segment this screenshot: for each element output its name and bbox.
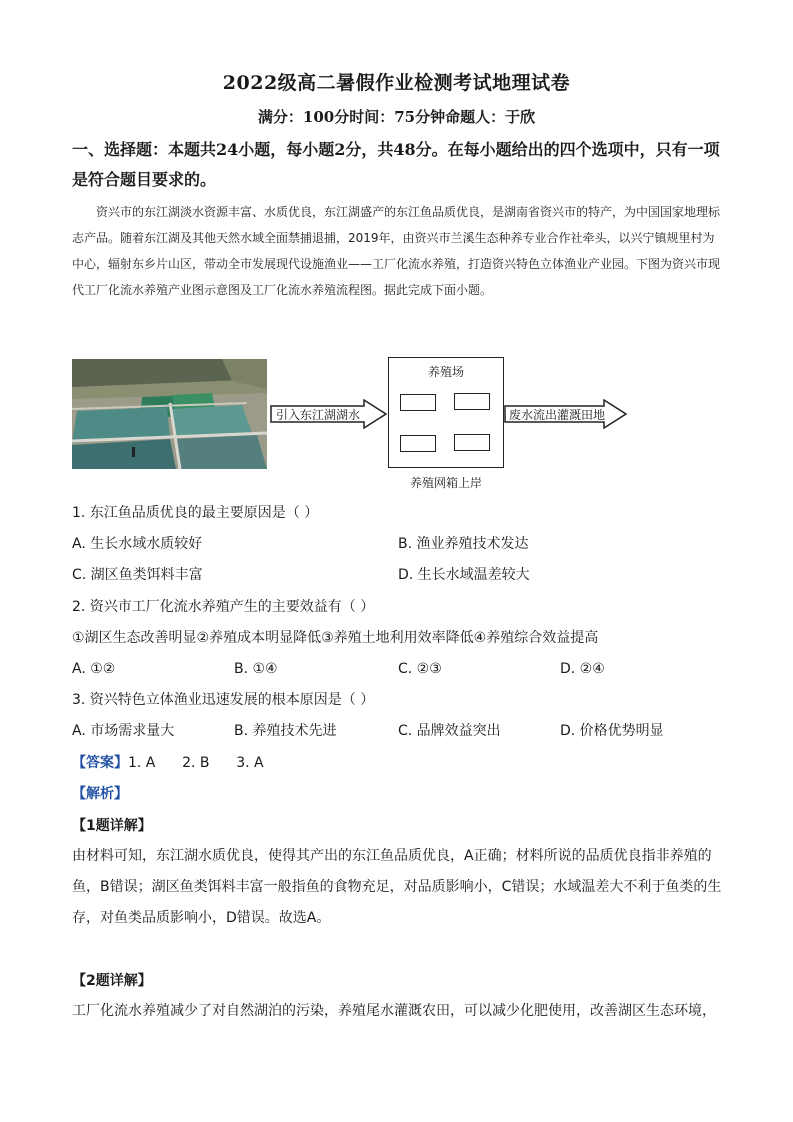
question-1-option-d: D. 生长水域温差较大 (398, 567, 530, 583)
question-2-option-a: A. ①② (72, 661, 116, 677)
question-3-option-b: B. 养殖技术先进 (234, 723, 337, 739)
net-cage (454, 434, 490, 451)
question-2-stem: 2. 资兴市工厂化流水养殖产生的主要效益有（ ） (72, 599, 375, 615)
q2-analysis-text: 工厂化流水养殖减少了对自然湖泊的污染，养殖尾水灌溉农田，可以减少化肥使用，改善湖区生态环境， (72, 1003, 716, 1019)
question-3-option-c: C. 品牌效益突出 (398, 723, 501, 739)
reading-passage: 资兴市的东江湖淡水资源丰富、水质优良，东江湖盛产的东江鱼品质优良，是湖南省资兴市的特产，为中国国家地理标志产品。随着东江湖及其他天然水域全面禁捕退捕，2019年，由资兴市兰溪生态种养专业合作社牵头，以兴宁镇规里村为中心，辐射东乡片山区，带动全市发展现代设施渔业——工厂化流水养殖，打造资兴特色立体渔业产业园。下图为资兴市现代工厂化流水养殖产业图示意图及工厂化流水养殖流程图。据此完成下面小题。 (72, 205, 721, 297)
question-1-option-a: A. 生长水域水质较好 (72, 536, 203, 552)
question-2-option-d: D. ②④ (560, 661, 605, 677)
exam-info: 满分：100分时间：75分钟命题人：于欣 (257, 108, 536, 126)
question-3-option-d: D. 价格优势明显 (560, 723, 664, 739)
question-2-statements: ①湖区生态改善明显②养殖成本明显降低③养殖土地利用效率降低④养殖综合效益提高 (72, 630, 599, 646)
analysis-tag: 【解析】 (72, 786, 128, 802)
q1-analysis-text: 由材料可知，东江湖水质优良，使得其产出的东江鱼品质优良，A正确；材料所说的品质优良指非养殖的鱼，B错误；湖区鱼类饵料丰富一般指鱼的食物充足，对品质影响小，C错误；水域温差大不利于鱼类的生存，对鱼类品质影响小，D错误。故选A。 (72, 848, 722, 926)
farm-box (388, 357, 504, 468)
question-1-option-b: B. 渔业养殖技术发达 (398, 536, 529, 552)
farm-label: 养殖场 (427, 365, 464, 379)
fish-farm-photo (72, 359, 267, 469)
inflow-label: 引入东江湖湖水 (276, 408, 361, 422)
question-1-stem: 1. 东江鱼品质优良的最主要原因是（ ） (72, 505, 319, 521)
q2-analysis-heading: 【2题详解】 (72, 973, 152, 989)
question-3-option-a: A. 市场需求量大 (72, 723, 175, 739)
net-cage (400, 394, 436, 411)
section-heading: 一、选择题：本题共24小题，每小题2分，共48分。在每小题给出的四个选项中，只有一项是符合题目要求的。 (72, 140, 720, 189)
question-1-option-c: C. 湖区鱼类饵料丰富 (72, 567, 203, 583)
answer-values: 1. A 2. B 3. A (128, 755, 264, 771)
q1-analysis-heading: 【1题详解】 (72, 818, 152, 834)
net-cage (454, 393, 490, 410)
question-3-stem: 3. 资兴特色立体渔业迅速发展的根本原因是（ ） (72, 692, 375, 708)
farm-caption: 养殖网箱上岸 (409, 476, 482, 490)
question-2-option-c: C. ②③ (398, 661, 442, 677)
net-cage (400, 435, 436, 452)
page-title: 2022级高二暑假作业检测考试地理试卷 (222, 72, 571, 94)
outflow-label: 废水流出灌溉田地 (509, 408, 606, 422)
question-2-option-b: B. ①④ (234, 661, 278, 677)
answer-line (72, 752, 264, 774)
answer-tag: 【答案】 (72, 755, 128, 771)
aquaculture-figure (72, 357, 632, 497)
